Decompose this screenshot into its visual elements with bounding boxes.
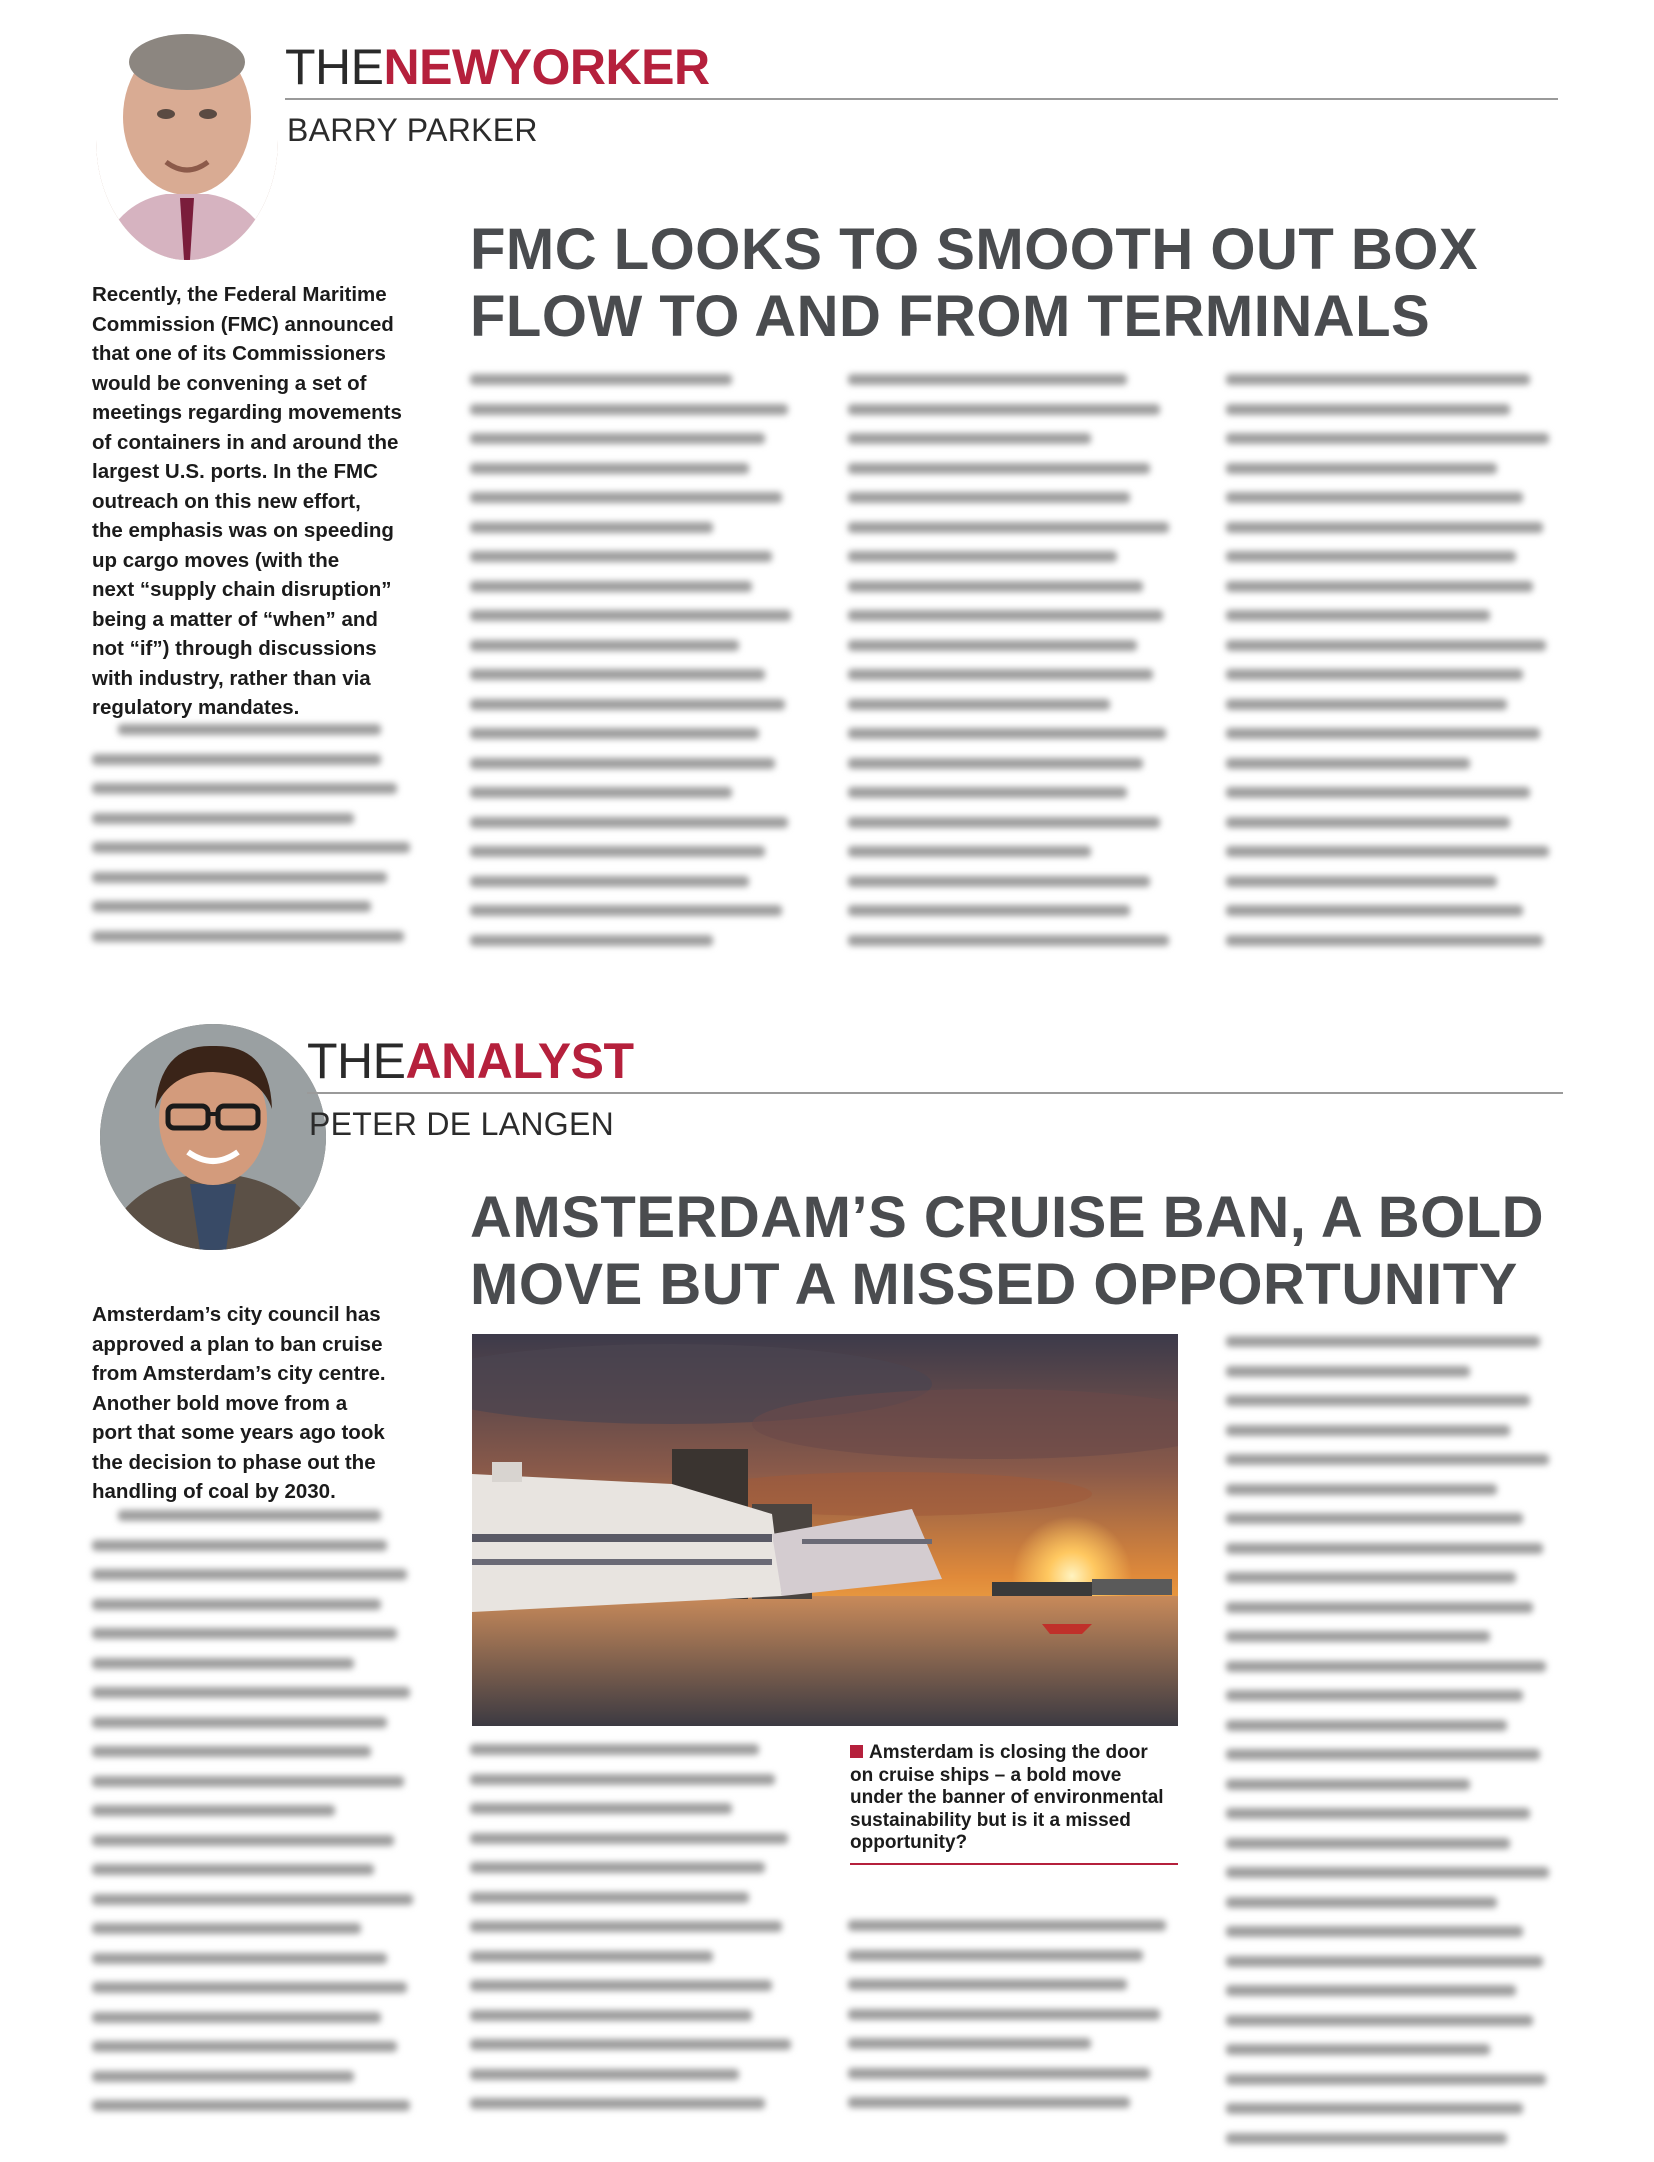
blurred-text-line xyxy=(848,463,1150,474)
blurred-text-line xyxy=(470,669,765,680)
blurred-text-line xyxy=(848,935,1169,946)
blurred-text-line xyxy=(470,1803,732,1814)
blurred-text-line xyxy=(470,876,749,887)
blurred-text-line xyxy=(92,931,404,942)
blurred-body-column xyxy=(1226,374,1556,964)
blurred-text-line xyxy=(470,1951,713,1962)
blurred-body-column xyxy=(470,374,798,964)
lead-line: the emphasis was on speeding xyxy=(92,519,394,542)
lead-line: Commission (FMC) announced xyxy=(92,312,394,336)
author-photo-peter-de-langen xyxy=(100,1024,326,1250)
blurred-text-line xyxy=(1226,1985,1516,1996)
blurred-text-line xyxy=(1226,2044,1490,2055)
blurred-text-line xyxy=(1226,728,1540,739)
blurred-text-line xyxy=(848,758,1143,769)
section-title-accent: ANALYST xyxy=(405,1033,634,1089)
blurred-text-line xyxy=(1226,876,1497,887)
blurred-text-line xyxy=(470,2039,791,2050)
blurred-text-line xyxy=(470,935,713,946)
lead-line: from Amsterdam’s city centre. xyxy=(92,1362,386,1385)
blurred-body-column xyxy=(470,1744,798,2128)
blurred-text-line xyxy=(1226,1395,1530,1406)
blurred-text-line xyxy=(848,404,1160,415)
blurred-text-line xyxy=(92,1776,404,1787)
blurred-text-line xyxy=(92,872,387,883)
blurred-text-line xyxy=(92,1953,387,1964)
section-title-accent: NEWYORKER xyxy=(383,39,710,95)
blurred-text-line xyxy=(92,1894,413,1905)
blurred-text-line xyxy=(848,551,1117,562)
blurred-text-line xyxy=(1226,1808,1530,1819)
blurred-text-line xyxy=(470,433,765,444)
portrait-icon xyxy=(96,22,278,260)
blurred-body-column xyxy=(848,1920,1176,2127)
blurred-text-line xyxy=(1226,817,1510,828)
blurred-text-line xyxy=(848,2097,1130,2108)
blurred-text-line xyxy=(92,2012,381,2023)
blurred-text-line xyxy=(1226,640,1546,651)
blurred-text-line xyxy=(92,1805,335,1816)
caption-line: opportunity? xyxy=(850,1832,968,1853)
lead-line: being a matter of “when” and xyxy=(92,607,378,631)
blurred-text-line xyxy=(470,640,739,651)
blurred-text-line xyxy=(118,1510,380,1521)
blurred-text-line xyxy=(848,817,1160,828)
headline-line: FLOW TO AND FROM TERMINALS xyxy=(470,284,1431,350)
blurred-text-line xyxy=(470,404,788,415)
lead-line: Amsterdam’s city council has xyxy=(92,1303,381,1326)
blurred-text-line xyxy=(848,492,1130,503)
blurred-text-line xyxy=(848,2068,1150,2079)
blurred-text-line xyxy=(92,2100,410,2111)
section-divider xyxy=(285,98,1558,100)
blurred-text-line xyxy=(470,728,759,739)
blurred-text-line xyxy=(1226,669,1523,680)
section-title-plain: THE xyxy=(307,1033,406,1089)
section-title-analyst xyxy=(307,1033,634,1089)
blurred-text-line xyxy=(470,1921,782,1932)
blurred-text-line xyxy=(470,2098,765,2109)
author-photo-barry-parker xyxy=(96,22,278,260)
blurred-text-line xyxy=(848,669,1153,680)
blurred-text-line xyxy=(92,1628,397,1639)
blurred-text-line xyxy=(1226,522,1543,533)
section-title-plain: THE xyxy=(285,39,384,95)
blurred-text-line xyxy=(470,1774,775,1785)
blurred-text-line xyxy=(470,1833,788,1844)
blurred-text-line xyxy=(848,640,1137,651)
lead-line: would be convening a set of xyxy=(92,371,367,395)
blurred-text-line xyxy=(470,2069,739,2080)
blurred-text-line xyxy=(1226,1926,1523,1937)
blurred-text-line xyxy=(1226,1366,1470,1377)
headline-line: AMSTERDAM’S CRUISE BAN, A BOLD xyxy=(470,1185,1545,1250)
blurred-text-line xyxy=(1226,1484,1497,1495)
blurred-text-line xyxy=(848,433,1091,444)
blurred-text-line xyxy=(92,1835,394,1846)
author-name: BARRY PARKER xyxy=(287,112,538,148)
blurred-text-line xyxy=(1226,492,1523,503)
lead-line: Another bold move from a xyxy=(92,1391,348,1415)
headline-line: MOVE BUT A MISSED OPPORTUNITY xyxy=(470,1252,1518,1318)
blurred-text-line xyxy=(470,551,772,562)
blurred-text-line xyxy=(470,787,732,798)
lead-line: handling of coal by 2030. xyxy=(92,1480,336,1503)
blurred-text-line xyxy=(1226,699,1507,710)
blurred-text-line xyxy=(470,610,791,621)
blurred-text-line xyxy=(470,522,713,533)
blurred-text-line xyxy=(1226,1425,1510,1436)
blurred-text-line xyxy=(1226,374,1530,385)
blurred-text-line xyxy=(1226,2074,1546,2085)
blurred-text-line xyxy=(1226,1631,1490,1642)
lead-line: approved a plan to ban cruise xyxy=(92,1332,383,1356)
blurred-text-line xyxy=(1226,404,1510,415)
blurred-text-line xyxy=(92,754,381,765)
blurred-text-line xyxy=(1226,610,1490,621)
blurred-text-line xyxy=(1226,1513,1523,1524)
blurred-text-line xyxy=(470,374,732,385)
blurred-text-line xyxy=(92,2071,354,2082)
blurred-text-line xyxy=(92,1540,387,1551)
section-divider xyxy=(307,1092,1563,1094)
blurred-body-column xyxy=(848,374,1176,964)
blurred-text-line xyxy=(470,758,775,769)
caption-line: on cruise ships – a bold move xyxy=(850,1764,1122,1786)
blurred-text-line xyxy=(92,1746,371,1757)
blurred-body-column xyxy=(92,1510,420,2130)
blurred-text-line xyxy=(848,2009,1160,2020)
blurred-text-line xyxy=(1226,1454,1549,1465)
headline-line: FMC LOOKS TO SMOOTH OUT BOX xyxy=(470,217,1479,282)
blurred-text-line xyxy=(1226,1690,1523,1701)
blurred-text-line xyxy=(1226,1838,1510,1849)
blurred-text-line xyxy=(470,463,749,474)
blurred-text-line xyxy=(1226,935,1543,946)
blurred-text-line xyxy=(848,1979,1127,1990)
blurred-text-line xyxy=(1226,1867,1549,1878)
lead-line: port that some years ago took xyxy=(92,1421,385,1444)
caption-line: sustainability but is it a missed xyxy=(850,1809,1131,1831)
lead-line: Recently, the Federal Maritime xyxy=(92,283,387,306)
blurred-text-line xyxy=(1226,1661,1546,1672)
blurred-text-line xyxy=(92,2041,397,2052)
article-headline xyxy=(470,216,1478,351)
lead-line: not “if”) through discussions xyxy=(92,637,377,660)
blurred-body-column xyxy=(92,724,420,960)
lead-line: of containers in and around the xyxy=(92,430,399,454)
blurred-text-line xyxy=(470,905,782,916)
blurred-text-line xyxy=(1226,2133,1507,2144)
cruise-photo-icon xyxy=(472,1334,1178,1726)
blurred-text-line xyxy=(848,522,1169,533)
blurred-text-line xyxy=(848,1950,1143,1961)
blurred-text-line xyxy=(470,699,785,710)
blurred-text-line xyxy=(1226,2103,1523,2114)
blurred-text-line xyxy=(470,492,782,503)
lead-line: the decision to phase out the xyxy=(92,1450,376,1474)
blurred-text-line xyxy=(92,783,397,794)
lead-line: that one of its Commissioners xyxy=(92,342,386,365)
blurred-text-line xyxy=(470,581,752,592)
blurred-text-line xyxy=(470,1892,749,1903)
caption-line: Amsterdam is closing the door xyxy=(869,1742,1148,1763)
blurred-text-line xyxy=(92,1982,407,1993)
blurred-text-line xyxy=(1226,1543,1543,1554)
blurred-text-line xyxy=(470,817,788,828)
blurred-text-line xyxy=(1226,787,1530,798)
blurred-text-line xyxy=(848,699,1110,710)
portrait-icon xyxy=(100,1024,326,1250)
lead-line: outreach on this new effort, xyxy=(92,489,361,513)
blurred-text-line xyxy=(848,581,1143,592)
blurred-body-column xyxy=(1226,1336,1556,2162)
blurred-text-line xyxy=(1226,433,1549,444)
blurred-text-line xyxy=(1226,581,1533,592)
blurred-text-line xyxy=(92,813,354,824)
blurred-text-line xyxy=(1226,551,1516,562)
blurred-text-line xyxy=(1226,758,1470,769)
caption-square-icon xyxy=(850,1745,863,1758)
article-lead-paragraph xyxy=(92,1300,386,1507)
blurred-text-line xyxy=(92,1923,361,1934)
lead-line: next “supply chain disruption” xyxy=(92,578,392,601)
article-headline xyxy=(470,1184,1544,1319)
blurred-text-line xyxy=(1226,1779,1470,1790)
blurred-text-line xyxy=(92,901,371,912)
blurred-text-line xyxy=(470,1744,759,1755)
lead-line: with industry, rather than via xyxy=(92,666,371,690)
lead-line: regulatory mandates. xyxy=(92,696,300,719)
blurred-text-line xyxy=(848,610,1163,621)
blurred-text-line xyxy=(92,1717,387,1728)
lead-line: largest U.S. ports. In the FMC xyxy=(92,460,378,483)
blurred-text-line xyxy=(1226,905,1523,916)
blurred-text-line xyxy=(848,846,1091,857)
article-photo-cruise-ships-sunset xyxy=(472,1334,1178,1726)
blurred-text-line xyxy=(470,846,765,857)
blurred-text-line xyxy=(1226,1720,1507,1731)
blurred-text-line xyxy=(848,728,1166,739)
lead-line: up cargo moves (with the xyxy=(92,548,340,572)
blurred-text-line xyxy=(470,2010,752,2021)
blurred-text-line xyxy=(470,1980,772,1991)
blurred-text-line xyxy=(848,1920,1166,1931)
blurred-text-line xyxy=(470,1862,765,1873)
section-title-newyorker xyxy=(285,39,710,95)
blurred-text-line xyxy=(92,1569,407,1580)
blurred-text-line xyxy=(848,787,1127,798)
blurred-text-line xyxy=(92,1599,381,1610)
lead-line: meetings regarding movements xyxy=(92,401,402,424)
caption-line: under the banner of environmental xyxy=(850,1787,1164,1808)
photo-caption xyxy=(850,1742,1178,1855)
blurred-text-line xyxy=(1226,846,1549,857)
blurred-text-line xyxy=(92,842,410,853)
photo-caption-box xyxy=(850,1742,1178,1865)
blurred-text-line xyxy=(1226,463,1497,474)
blurred-text-line xyxy=(1226,1602,1533,1613)
blurred-text-line xyxy=(848,905,1130,916)
blurred-text-line xyxy=(1226,1749,1540,1760)
blurred-text-line xyxy=(118,724,380,735)
blurred-text-line xyxy=(1226,1956,1543,1967)
blurred-text-line xyxy=(848,374,1127,385)
author-name: PETER DE LANGEN xyxy=(309,1106,615,1142)
blurred-text-line xyxy=(1226,1897,1497,1908)
blurred-text-line xyxy=(92,1658,354,1669)
blurred-text-line xyxy=(848,2038,1091,2049)
article-lead-paragraph xyxy=(92,280,402,723)
blurred-text-line xyxy=(1226,1572,1516,1583)
blurred-text-line xyxy=(1226,1336,1540,1347)
blurred-text-line xyxy=(1226,2015,1533,2026)
blurred-text-line xyxy=(92,1864,374,1875)
blurred-text-line xyxy=(92,1687,410,1698)
blurred-text-line xyxy=(848,876,1150,887)
